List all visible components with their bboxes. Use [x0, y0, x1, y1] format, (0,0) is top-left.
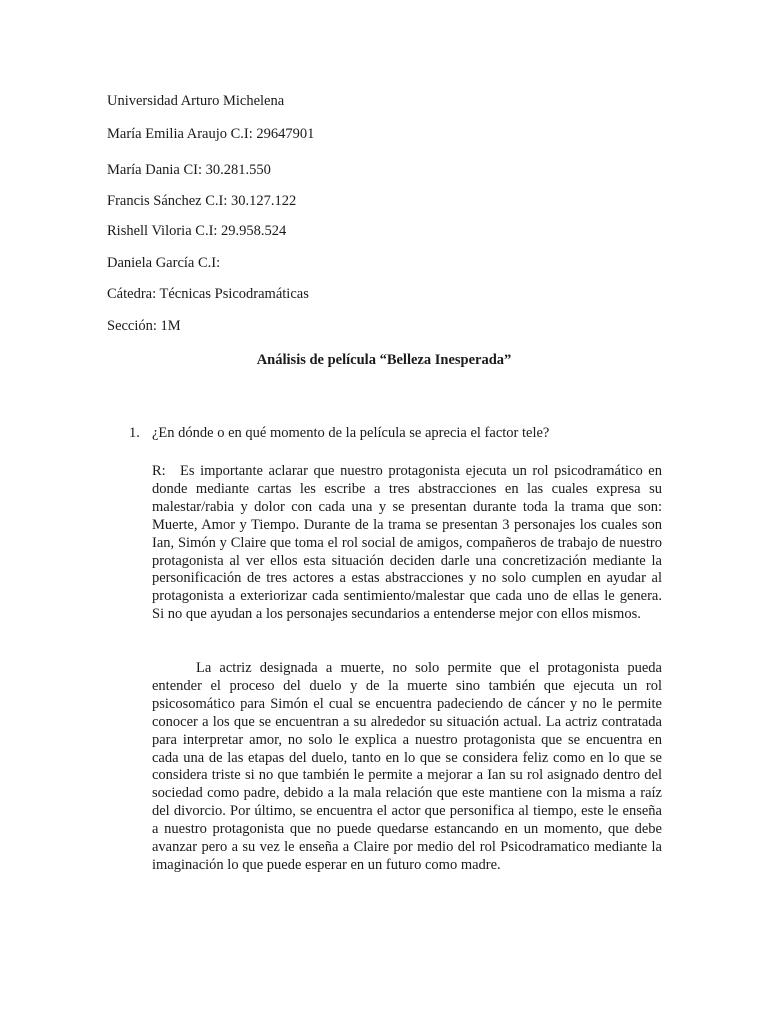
answer-label: R:: [152, 463, 166, 479]
answer-paragraph-2: La actriz designada a muerte, no solo permite que el protagonista pueda entender el proceso del duelo y de la muerte sino también que ejecuta un rol psicosomático para Simón el cual se encuentra padeciendo de cáncer y no le permite conocer a los que se encuentran a su alrededor su situación actual. La actriz contratada para interpretar amor, no solo le explica a nuestro protagonista que se encuentra en cada una de las etapas del duelo, tanto en lo que se considera feliz como en lo que se considera triste si no que también le permite a mejorar a Ian su rol asignado dentro del sociedad como padre, debido a la mala relación que este mantiene con la misma a raíz del divorcio. Por último, se encuentra el actor que personifica al tiempo, este le enseña a nuestro protagonista que no puede quedarse estancando en un momento, que debe avanzar pero a su vez le enseña a Claire por medio del rol Psicodramatico mediante la imaginación lo que puede esperar en un futuro como madre.: [152, 660, 662, 873]
student-line: María Dania CI: 30.281.550: [107, 162, 271, 178]
student-line: María Emilia Araujo C.I: 29647901: [107, 126, 315, 142]
question-text: ¿En dónde o en qué momento de la película se aprecia el factor tele?: [152, 425, 550, 441]
student-line: Rishell Viloria C.I: 29.958.524: [107, 223, 287, 239]
question-number: 1.: [129, 425, 140, 441]
student-line: Daniela García C.I:: [107, 255, 221, 271]
student-line: Francis Sánchez C.I: 30.127.122: [107, 193, 297, 209]
answer-paragraph-1: [152, 463, 662, 624]
answer-paragraph-1-text: Es importante aclarar que nuestro protagonista ejecuta un rol psicodramático en donde mediante cartas les escribe a tres abstracciones en las cuales expresa su malestar/rabia y dolor con cada una y se presentan durante toda la trama que son: Muerte, Amor y Tiempo. Durante de la trama se presentan 3 personajes los cuales son Ian, Simón y Claire que toma el rol social de amigos, compañeros de trabajo de nuestro protagonista al ver ellos esta situación deciden darle una concretización mediante la personificación de tres actores a estas abstracciones y no solo cumplen en ayudar al protagonista a exteriorizar cada sentimiento/malestar que cada uno de ellas le genera. Si no que ayudan a los personajes secundarios a entenderse mejor con ellos mismos.: [152, 463, 662, 623]
section-name: Sección: 1M: [107, 318, 181, 334]
university-name: Universidad Arturo Michelena: [107, 93, 285, 109]
document-title: Análisis de película “Belleza Inesperada”: [256, 352, 512, 368]
course-name: Cátedra: Técnicas Psicodramáticas: [107, 286, 309, 302]
